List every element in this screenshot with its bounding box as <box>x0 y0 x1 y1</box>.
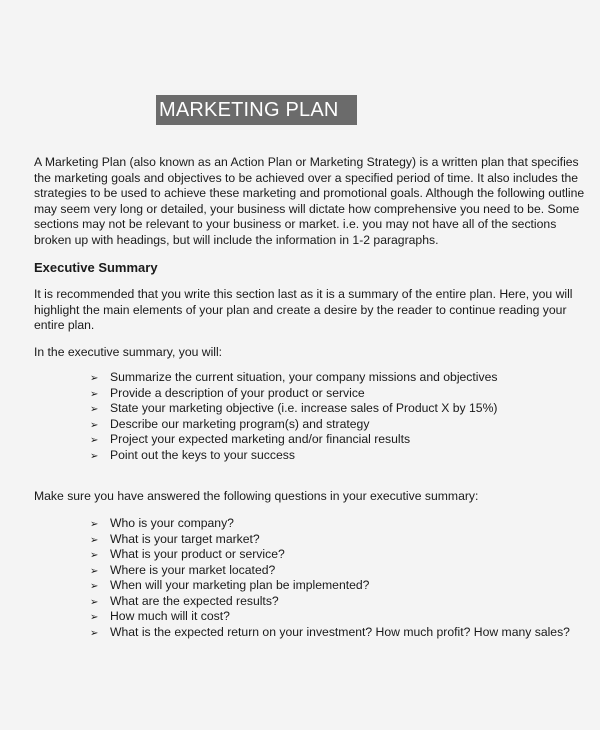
intro-line: sections may not be relevant to your business or market. i.e. you may not have all of the sections <box>34 217 557 231</box>
list-item <box>90 370 497 386</box>
list-item-text: Point out the keys to your success <box>110 447 295 462</box>
recommend-line: It is recommended that you write this section last as it is a summary of the entire plan. Here, you will <box>34 287 573 301</box>
list-item <box>90 448 497 464</box>
list-item <box>90 532 570 548</box>
list-item-text: Describe our marketing program(s) and strategy <box>110 416 370 431</box>
arrow-bullet-icon: ➢ <box>90 565 99 577</box>
list-item <box>90 625 570 641</box>
list-item-text: State your marketing objective (i.e. increase sales of Product X by 15%) <box>110 401 498 415</box>
intro-line: broken up with headings, but will include the information in 1-2 paragraphs. <box>34 233 439 247</box>
intro-line: the marketing goals and objectives to be achieved over a specified period of time. It also includes the <box>34 171 579 185</box>
arrow-bullet-icon: ➢ <box>90 612 99 623</box>
arrow-bullet-icon: ➢ <box>90 450 99 462</box>
intro-line: may seem very long or detailed, your business will dictate how comprehensive you need to be. Some <box>34 202 580 216</box>
will-list <box>90 370 497 463</box>
arrow-bullet-icon: ➢ <box>90 404 99 415</box>
list-item-text: What is the expected return on your investment? How much profit? How many sales? <box>110 624 570 639</box>
arrow-bullet-icon: ➢ <box>90 534 99 546</box>
arrow-bullet-icon: ➢ <box>90 550 99 561</box>
arrow-bullet-icon: ➢ <box>90 388 99 400</box>
list-item-text: When will your marketing plan be implemented? <box>110 578 370 592</box>
list-item-text: Who is your company? <box>110 516 234 530</box>
list-item-text: What are the expected results? <box>110 593 279 608</box>
list-item <box>90 432 497 448</box>
arrow-bullet-icon: ➢ <box>90 581 99 592</box>
list-item <box>90 594 570 610</box>
section-heading: Executive Summary <box>34 260 158 275</box>
arrow-bullet-icon: ➢ <box>90 519 99 530</box>
list-item-text: Summarize the current situation, your company missions and objectives <box>110 370 498 384</box>
list-item <box>90 401 497 417</box>
list-item-text: How much will it cost? <box>110 609 230 623</box>
list-item <box>90 516 570 532</box>
list-item-text: Provide a description of your product or service <box>110 385 365 400</box>
list-item <box>90 563 570 579</box>
arrow-bullet-icon: ➢ <box>90 596 99 608</box>
list-item <box>90 578 570 594</box>
list-item-text: Project your expected marketing and/or financial results <box>110 432 411 446</box>
intro-line: A Marketing Plan (also known as an Action Plan or Marketing Strategy) is a written plan that specifies <box>34 155 579 169</box>
list-item-text: What is your product or service? <box>110 547 285 561</box>
list-item <box>90 417 497 433</box>
document-title: MARKETING PLAN <box>156 95 357 125</box>
list-item <box>90 386 497 402</box>
questions-intro: Make sure you have answered the following questions in your executive summary: <box>34 489 479 503</box>
questions-list <box>90 516 570 640</box>
intro-line: strategies to be used to achieve these marketing and promotional goals. Although the following outline <box>34 186 585 200</box>
arrow-bullet-icon: ➢ <box>90 373 99 384</box>
arrow-bullet-icon: ➢ <box>90 627 99 639</box>
recommend-line: highlight the main elements of your plan and create a desire by the reader to continue reading your <box>34 303 567 317</box>
list-item <box>90 609 570 625</box>
arrow-bullet-icon: ➢ <box>90 435 99 446</box>
will-intro: In the executive summary, you will: <box>34 345 223 359</box>
list-item <box>90 547 570 563</box>
arrow-bullet-icon: ➢ <box>90 419 99 431</box>
list-item-text: What is your target market? <box>110 531 260 546</box>
recommend-line: entire plan. <box>34 318 95 332</box>
list-item-text: Where is your market located? <box>110 562 276 577</box>
